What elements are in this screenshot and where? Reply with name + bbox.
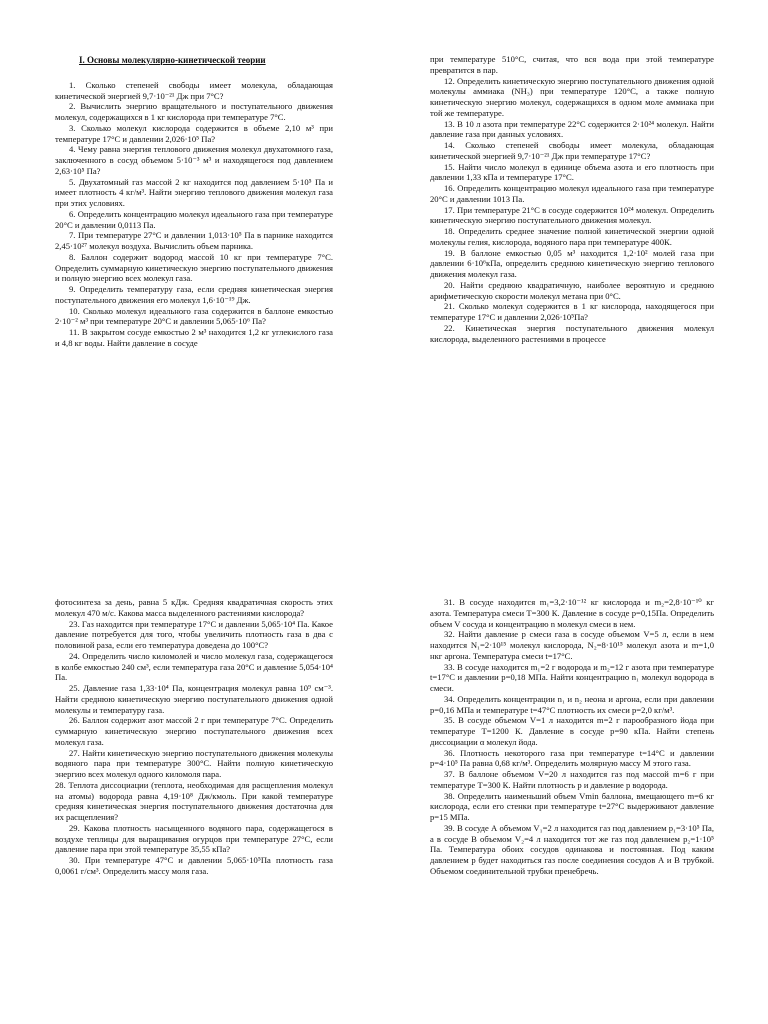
problem-paragraph: 8. Баллон содержит водород массой 10 кг при температуре 7°С. Определить суммарную кинетическую энергию поступательного движения и полную энергию всех молекул газа. bbox=[55, 251, 333, 284]
problem-paragraph: 25. Давление газа 1,33·10⁴ Па, концентрация молекул равна 10⁹ см⁻³. Найти среднюю кинетическую энергию поступательного движения одной молекулы и температуру газа. bbox=[55, 683, 333, 715]
problem-paragraph: 6. Определить концентрацию молекул идеального газа при температуре 20°С и давлении 0,0113 Па. bbox=[55, 208, 333, 230]
column-top-right bbox=[430, 54, 714, 344]
problem-paragraph: 11. В закрытом сосуде емкостью 2 м³ находится 1,2 кг углекислого газа и 4,8 кг воды. Найти давление в сосуде bbox=[55, 327, 333, 348]
column-top-left bbox=[55, 55, 333, 349]
problem-paragraph: 35. В сосуде объемом V=1 л находится m=2 г парообразного йода при температуре Т=1200 К. Давление в сосуде р=90 кПа. Найти степень диссоциации α молекул йода. bbox=[430, 715, 714, 747]
problem-paragraph: 15. Найти число молекул в единице объема азота и его плотность при давлении 1,33 кПа и температуре 17°С. bbox=[430, 161, 714, 183]
problem-paragraph: 3. Сколько молекул кислорода содержится в объеме 2,10 м³ при температуре 17°С и давлении 2,026·10⁵ Па? bbox=[55, 122, 333, 144]
problem-paragraph: 10. Сколько молекул идеального газа содержится в баллоне емкостью 2·10⁻² м³ при температуре 20°С и давлении 5,065·10⁶ Па? bbox=[55, 305, 333, 327]
problem-paragraph: 18. Определить среднее значение полной кинетической энергии одной молекулы гелия, кислорода, водяного пара при температуре 400К. bbox=[430, 226, 714, 247]
problem-paragraph: 38. Определить наименьший объем Vmin баллона, вмещающего m=6 кг кислорода, если его стенки при температуре t=27°С выдерживают давление р=15 МПа. bbox=[430, 790, 714, 822]
problem-paragraph: 5. Двухатомный газ массой 2 кг находится под давлением 5·10⁵ Па и имеет плотность 4 кг/м³. Найти энергию теплового движения молекул газа при этих условиях. bbox=[55, 176, 333, 208]
problem-paragraph: 2. Вычислить энергию вращательного и поступательного движения молекул, содержащихся в 1 кг кислорода при температуре 7°С. bbox=[55, 101, 333, 122]
problem-paragraph: 39. В сосуде А объемом V₁=2 л находится газ под давлением р₁=3·10⁵ Па, а в сосуде В объемом V₂=4 л находится тот же газ под давлением р₂=1·10⁵ Па. Температура обоих сосудов одинакова и постоянная. Под каким давлением р будет находиться газ после соединения сосудов А и В трубкой. Объемом соединительной трубки пренебречь. bbox=[430, 822, 714, 876]
problem-paragraph: 16. Определить концентрацию молекул идеального газа при температуре 20°С и давлении 1013 Па. bbox=[430, 183, 714, 204]
continuation-text: фотосинтеза за день, равна 5 кДж. Средняя квадратичная скорость этих молекул 470 м/с. Какова масса выделенного растениями кислорода? bbox=[55, 597, 333, 618]
problem-paragraph: 26. Баллон содержит азот массой 2 г при температуре 7°С. Определить суммарную кинетическую энергию поступательного движения всех молекул газа. bbox=[55, 715, 333, 747]
problem-paragraph: 20. Найти среднюю квадратичную, наиболее вероятную и среднюю арифметическую скорости молекул метана при 0°С. bbox=[430, 279, 714, 301]
problem-paragraph: 4. Чему равна энергия теплового движения молекул двухатомного газа, заключенного в сосуд объемом 5·10⁻³ м³ и находящегося под давлением 2,63·10⁵ Па? bbox=[55, 144, 333, 176]
section-title: I. Основы молекулярно-кинетической теории bbox=[79, 55, 266, 65]
problem-paragraph: 31. В сосуде находится m₁=3,2·10⁻¹² кг кислорода и m₂=2,8·10⁻¹⁰ кг азота. Температура смеси Т=300 К. Давление в сосуде р=0,15Па. Определить объем V сосуда и концентрацию n молекул смеси в нем. bbox=[430, 597, 714, 629]
problem-paragraph: 9. Определить температуру газа, если средняя кинетическая энергия поступательного движения его молекул 1,6·10⁻¹⁹ Дж. bbox=[55, 284, 333, 305]
problem-paragraph: 19. В баллоне емкостью 0,05 м³ находится 1,2·10² молей газа при давлении 6·10⁶кПа, определить среднюю кинетическую энергию теплового движения молекул газа. bbox=[430, 247, 714, 279]
problem-paragraph: 21. Сколько молекул содержится в 1 кг кислорода, находящегося при температуре 17°С и давлении 2,026·10⁵Па? bbox=[430, 301, 714, 322]
problem-paragraph: 37. В баллоне объемом V=20 л находится газ под массой m=6 г при температуре Т=300 К. Найти плотность р и давление р водорода. bbox=[430, 769, 714, 790]
problem-paragraph: 30. При температуре 47°С и давлении 5,065·10⁵Па плотность газа 0,0061 г/см³. Определить массу моля газа. bbox=[55, 855, 333, 876]
problem-paragraph: 13. В 10 л азота при температуре 22°С содержится 2·10²⁴ молекул. Найти давление газа при данных условиях. bbox=[430, 118, 714, 140]
problem-paragraph: 22. Кинетическая энергия поступательного движения молекул кислорода, выделенного растениями в процессе bbox=[430, 322, 714, 344]
problem-paragraph: 17. При температуре 21°С в сосуде содержится 10²⁴ молекул. Определить кинетическую энергию поступательного движения молекул. bbox=[430, 204, 714, 226]
continuation-text: при температуре 510°С, считая, что вся вода при этой температуре превратится в пар. bbox=[430, 54, 714, 75]
problem-paragraph: 7. При температуре 27°С и давлении 1,013·10⁵ Па в парнике находится 2,45·10²⁷ молекул воздуха. Вычислить объем парника. bbox=[55, 230, 333, 251]
problem-paragraph: 1. Сколько степеней свободы имеет молекула, обладающая кинетической энергией 9,7·10⁻²¹ Дж при 7°С? bbox=[55, 79, 333, 101]
problem-paragraph: 29. Какова плотность насыщенного водяного пара, содержащегося в воздухе теплицы для выращивания огурцов при температуре 27°С, если давление пара при этой температуре 35,55 кПа? bbox=[55, 822, 333, 855]
problem-paragraph: 14. Сколько степеней свободы имеет молекула, обладающая кинетической энергией 9,7·10⁻²¹ Дж при температуре 17°С? bbox=[430, 140, 714, 161]
problem-paragraph: 23. Газ находится при температуре 17°С и давлении 5,065·10⁴ Па. Какое давление потребуется для того, чтобы увеличить плотность газа в два с половиной раза, если его температура доведена до 100°С? bbox=[55, 618, 333, 650]
problem-paragraph: 33. В сосуде находится m₁=2 г водорода и m₂=12 г азота при температуре t=17°С и давлении р=0,18 МПа. Найти концентрацию n₁ молекул водорода в смеси. bbox=[430, 661, 714, 693]
problem-paragraph: 27. Найти кинетическую энергию поступательного движения молекулы водяного пара при температуре 300°С. Найти полную кинетическую энергию всех молекул одного киломоля пара. bbox=[55, 747, 333, 779]
column-bottom-left bbox=[55, 597, 333, 877]
problem-paragraph: 32. Найти давление р смеси газа в сосуде объемом V=5 л, если в нем находится N₁=2·10¹⁵ молекул кислорода, N₂=8·10¹⁵ молекул азота и m=1,0 нкг аргона. Температура смеси t=17°С. bbox=[430, 629, 714, 661]
problem-paragraph: 12. Определить кинетическую энергию поступательного движения одной молекулы аммиака (NH₃) при температуре 120°С, а также полную кинетическую энергию молекул, содержащихся в одном моле аммиака при той же температуре. bbox=[430, 75, 714, 118]
problem-paragraph: 36. Плотность некоторого газа при температуре t=14°С и давлении р=4·10⁵ Па равна 0,68 кг/м³. Определить молярную массу М этого газа. bbox=[430, 747, 714, 769]
problem-paragraph: 24. Определить число киломолей и число молекул газа, содержащегося в колбе емкостью 240 см³, если температура газа 20°С и давление 5,054·10⁴ Па. bbox=[55, 650, 333, 683]
problem-paragraph: 28. Теплота диссоциации (теплота, необходимая для расщепления молекул на атомы) водорода равна 4,19·10⁸ Дж/кмоль. При какой температуре средняя кинетическая энергия поступательного движения достаточна для их расщепления? bbox=[55, 779, 333, 822]
column-bottom-right bbox=[430, 597, 714, 877]
problem-paragraph: 34. Определить концентрации n₁ и n₂ неона и аргона, если при давлении р=0,16 МПа и температуре t=47°С плотность их смеси р=2,0 кг/м³. bbox=[430, 693, 714, 715]
